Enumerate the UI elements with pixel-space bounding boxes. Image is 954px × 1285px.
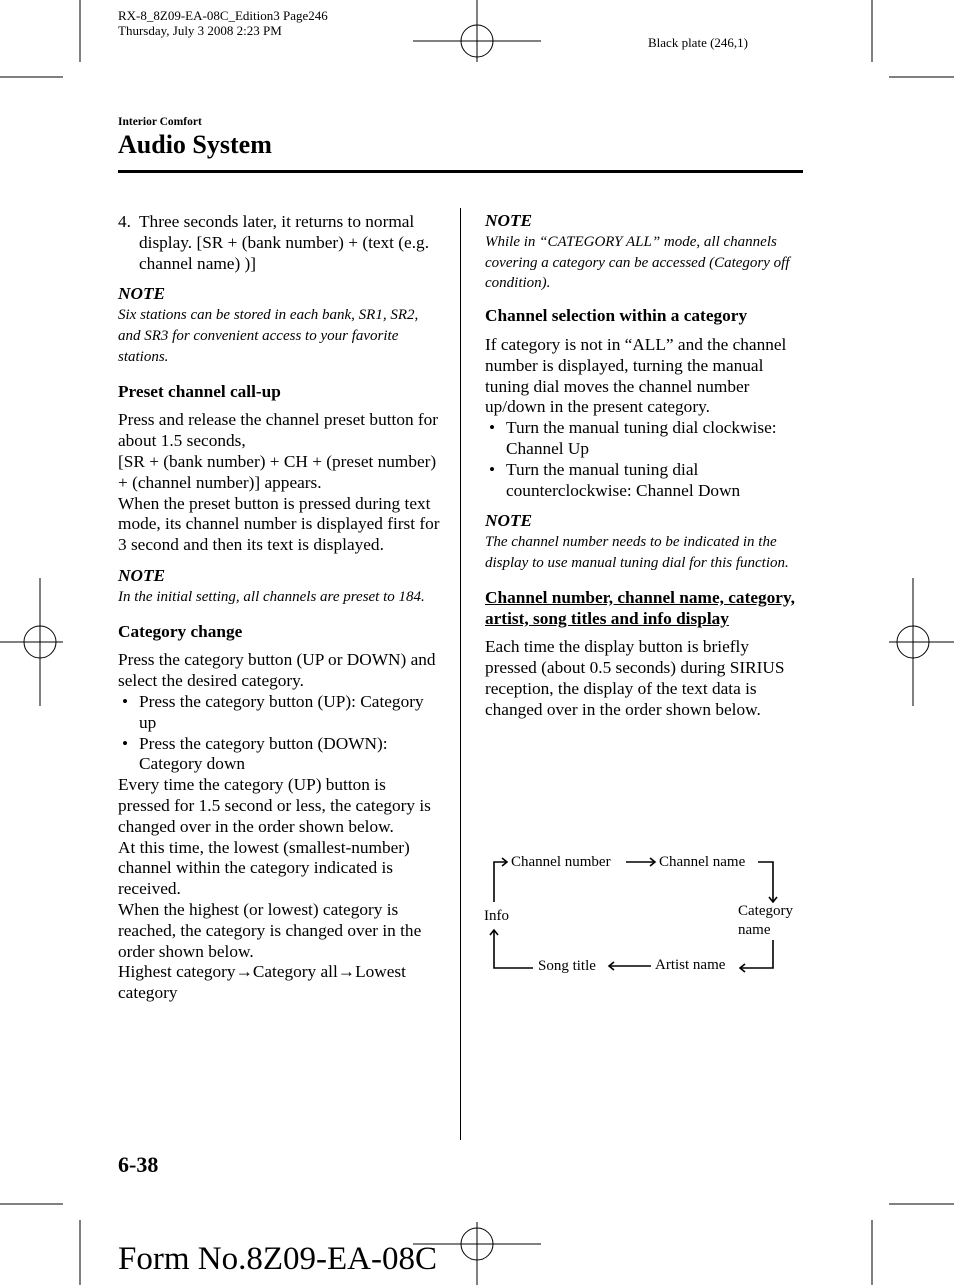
note-text: While in “CATEGORY ALL” mode, all channels covering a category can be accessed (Category off condition).	[485, 233, 790, 292]
note-text: The channel number needs to be indicated in the display to use manual tuning dial for this function.	[485, 534, 789, 571]
step-text: Three seconds later, it returns to normal display. [SR + (bank number) + (text (e.g. channel name) )]	[139, 212, 430, 273]
paragraph: Press and release the channel preset button for about 1.5 seconds,	[118, 410, 439, 451]
paragraph: At this time, the lowest (smallest-number) channel within the category indicated is received.	[118, 837, 410, 899]
paragraph: When the preset button is pressed during text mode, its channel number is displayed first for 3 second and then its text is displayed.	[118, 493, 440, 555]
step-number: 4.	[118, 212, 131, 231]
selection-heading: Channel selection within a category	[485, 306, 748, 326]
list-item-text: Turn the manual tuning dial clockwise: Channel Up	[506, 418, 777, 458]
paragraph: Highest category→Category all→Lowest category	[118, 962, 406, 1003]
note-heading: NOTE	[118, 565, 166, 585]
note-text: In the initial setting, all channels are preset to 184.	[118, 588, 425, 605]
bullet-icon: •	[489, 418, 496, 438]
diagram-artist-name: Artist name	[655, 957, 726, 973]
arrow-name-to-category	[758, 862, 773, 902]
note-heading: NOTE	[485, 211, 533, 230]
diagram-channel-name: Channel name	[659, 854, 746, 870]
page-number: 6-38	[118, 1152, 159, 1177]
paragraph: Each time the display button is briefly pressed (about 0.5 seconds) during SIRIUS reception, the display of the text data is changed over in the order shown below.	[485, 637, 785, 719]
display-heading: Channel number, channel name, category, artist, song titles and info display	[485, 587, 795, 628]
note-text: Six stations can be stored in each bank, SR1, SR2, and SR3 for convenient access to your favorite stations.	[118, 307, 419, 365]
arrow-song-to-info	[494, 930, 533, 968]
section-label: Interior Comfort	[118, 116, 202, 128]
paragraph: If category is not in “ALL” and the channel number is displayed, turning the manual tuning dial moves the channel number up/down in the present category.	[485, 334, 787, 417]
print-timestamp: Thursday, July 3 2008 2:23 PM	[118, 23, 282, 38]
note-heading: NOTE	[485, 511, 533, 531]
form-number: Form No.8Z09-EA-08C	[118, 1241, 437, 1277]
list-item-text: Press the category button (UP): Category up	[139, 691, 424, 732]
list-item-text: Press the category button (DOWN): Category down	[139, 733, 388, 774]
paragraph: Press the category button (UP or DOWN) and select the desired category.	[118, 650, 436, 691]
note-heading: NOTE	[118, 284, 166, 304]
page-title: Audio System	[118, 130, 272, 159]
diagram-song-title: Song title	[538, 958, 596, 974]
preset-heading: Preset channel call-up	[118, 381, 281, 401]
bullet-icon: •	[122, 691, 129, 711]
paragraph: [SR + (bank number) + CH + (preset number) + (channel number)] appears.	[118, 451, 437, 492]
category-heading: Category change	[118, 621, 243, 641]
bullet-icon: •	[489, 459, 496, 479]
diagram-channel-number: Channel number	[511, 854, 611, 870]
arrow-info-to-channel-number	[494, 862, 506, 902]
plate-label: Black plate (246,1)	[648, 35, 748, 50]
arrow-category-to-artist	[740, 940, 773, 968]
diagram-category: Category name	[738, 903, 793, 938]
paragraph: When the highest (or lowest) category is reached, the category is changed over in the order shown below.	[118, 899, 422, 961]
bullet-icon: •	[122, 733, 129, 753]
paragraph: Every time the category (UP) button is pressed for 1.5 second or less, the category is changed over in the order shown below.	[118, 775, 431, 836]
diagram-info: Info	[484, 908, 509, 924]
print-file-name: RX-8_8Z09-EA-08C_Edition3 Page246	[118, 8, 328, 23]
list-item-text: Turn the manual tuning dial counterclockwise: Channel Down	[506, 459, 741, 500]
